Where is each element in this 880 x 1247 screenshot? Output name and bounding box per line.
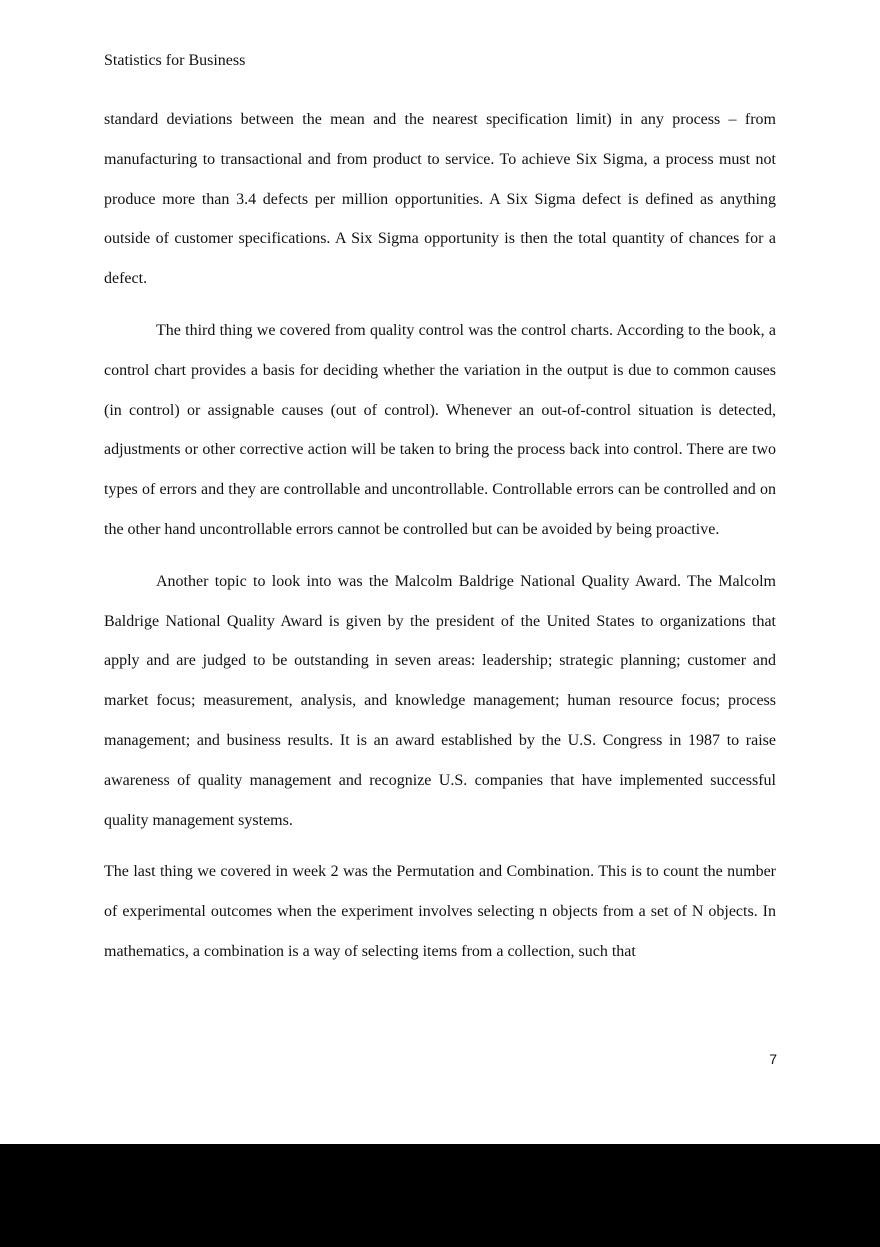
paragraph-baldrige-award: Another topic to look into was the Malcolm Baldrige National Quality Award. The Malcolm Baldrige National Quality Award is given by the president of the United States to organizations that apply and are judged to be outstanding in seven areas: leadership; strategic planning; customer and market focus; measurement, analysis, and knowledge management; human resource focus; process management; and business results. It is an award established by the U.S. Congress in 1987 to raise awareness of quality management and recognize U.S. companies that have implemented successful quality management systems. bbox=[104, 572, 776, 829]
running-header: Statistics for Business bbox=[104, 52, 246, 69]
paragraph-six-sigma: standard deviations between the mean and the nearest specification limit) in any process – from manufacturing to transactional and from product to service. To achieve Six Sigma, a process must not produce more than 3.4 defects per million opportunities. A Six Sigma defect is defined as anything outside of customer specifications. A Six Sigma opportunity is then the total quantity of chances for a defect. bbox=[104, 111, 776, 288]
document-body bbox=[104, 100, 776, 972]
page-number: 7 bbox=[769, 1051, 777, 1067]
paragraph-permutation-combination: The last thing we covered in week 2 was the Permutation and Combination. This is to count the number of experimental outcomes when the experiment involves selecting n objects from a set of N objects. In mathematics, a combination is a way of selecting items from a collection, such that bbox=[104, 863, 776, 960]
paragraph-control-charts: The third thing we covered from quality control was the control charts. According to the book, a control chart provides a basis for deciding whether the variation in the output is due to common causes (in control) or assignable causes (out of control). Whenever an out-of-control situation is detected, adjustments or other corrective action will be taken to bring the process back into control. There are two types of errors and they are controllable and uncontrollable. Controllable errors can be controlled and on the other hand uncontrollable errors cannot be controlled but can be avoided by being proactive. bbox=[104, 321, 776, 538]
blank-black-area bbox=[0, 1144, 880, 1247]
